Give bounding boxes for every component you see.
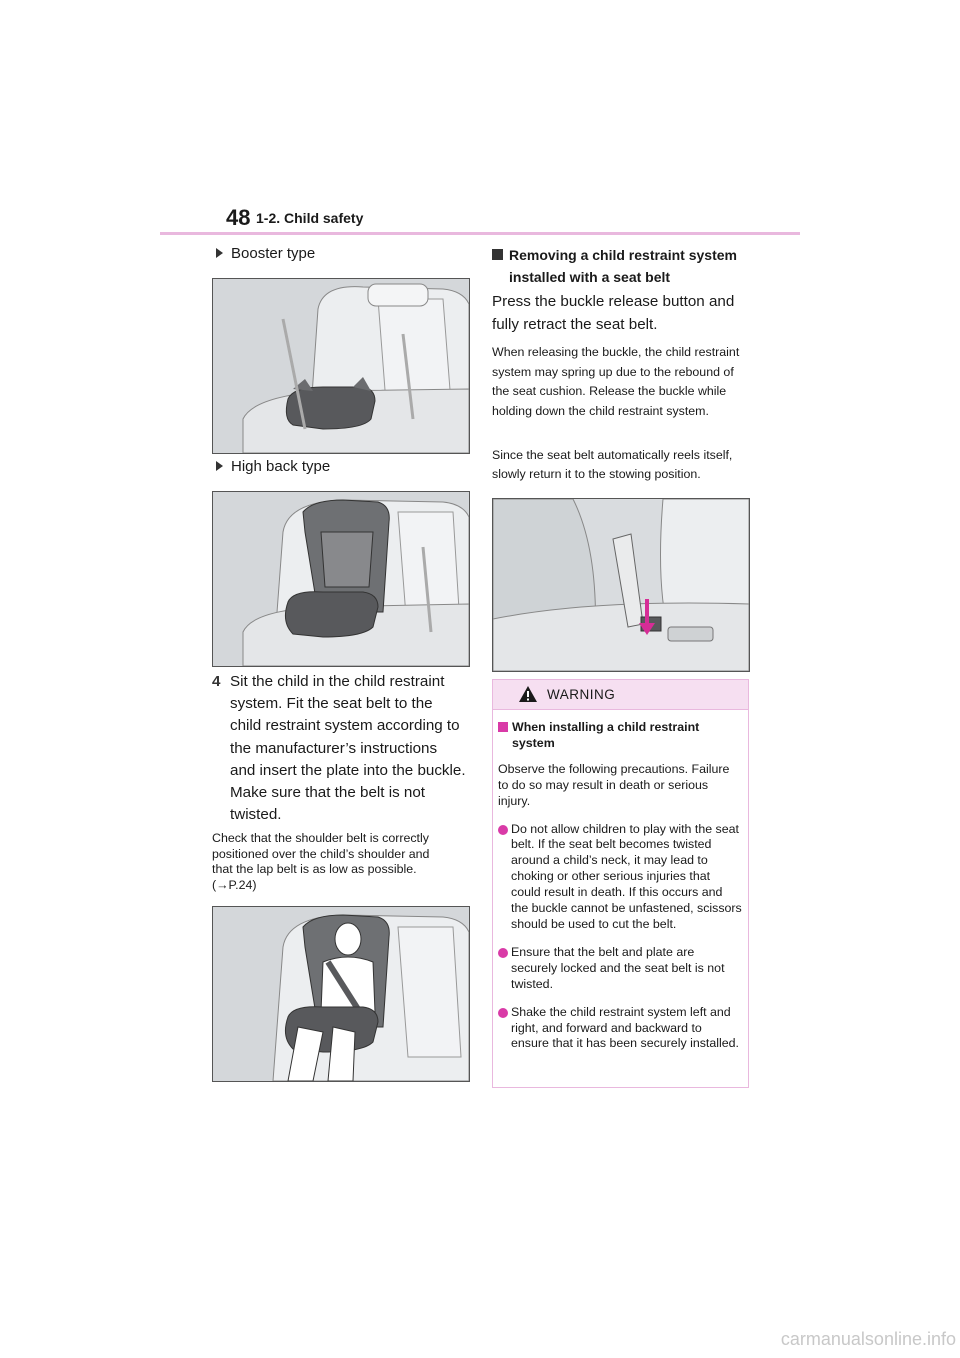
warning-bullet: Shake the child restraint system left and right, and forward and backward to ensure that it has been securely installed. — [498, 1005, 743, 1053]
removing-heading: Removing a child restraint system installed with a seat belt — [492, 244, 752, 288]
watermark-image — [730, 1323, 960, 1353]
warning-bullet: Do not allow children to play with the seat belt. If the seat belt becomes twisted around a child’s neck, it may lead to choking or other serious injuries that could result in death. If this occurs and the buckle cannot be unfastened, scissors should be used to cut the belt. — [498, 822, 743, 933]
warning-intro: Observe the following precautions. Failure to do so may result in death or serious injury. — [498, 761, 730, 808]
warning-header — [493, 680, 748, 710]
reel-note: Since the seat belt automatically reels itself, slowly return it to the stowing position. — [492, 448, 733, 481]
circle-bullet-icon — [498, 1008, 508, 1018]
booster-type-label: Booster type — [216, 245, 315, 262]
high-back-type-label: High back type — [216, 458, 330, 475]
buckle-release-illustration — [492, 498, 750, 672]
high-back-seat-illustration — [212, 491, 470, 667]
step-number: 4 — [212, 673, 221, 690]
warning-box — [492, 679, 749, 1088]
square-bullet-icon — [492, 249, 503, 260]
section-title: 1-2. Child safety — [256, 210, 364, 226]
triangle-bullet-icon — [216, 248, 223, 258]
child-in-seat-illustration — [212, 906, 470, 1082]
step-text: Sit the child in the child restraint system. Fit the seat belt to the child restraint system according to the manufacturer’s instructions and insert the plate into the buckle. Make sure that the belt is not twisted. — [230, 673, 466, 824]
warning-subheading: When installing a child restraint system — [498, 720, 743, 752]
shoulder-belt-note: Check that the shoulder belt is correctly positioned over the child’s shoulder and that the lap belt is as low as possible. (→P.24) — [212, 831, 468, 893]
warning-title: WARNING — [547, 687, 616, 702]
watermark-logo — [730, 1323, 960, 1358]
circle-bullet-icon — [498, 825, 508, 835]
header-rule — [160, 232, 800, 235]
removing-instruction: Press the buckle release button and fully retract the seat belt. — [492, 293, 735, 333]
step-4 — [212, 671, 466, 826]
booster-seat-illustration — [212, 278, 470, 454]
warning-triangle-icon — [518, 685, 538, 703]
warning-bullet: Ensure that the belt and plate are securely locked and the seat belt is not twisted. — [498, 945, 743, 993]
svg-text:carmanualsonline.info: carmanualsonline.info — [780, 1329, 956, 1349]
page-reference-link[interactable]: (→P.24) — [212, 877, 257, 892]
page-number: 48 — [226, 205, 251, 230]
square-bullet-icon — [498, 722, 508, 732]
triangle-bullet-icon — [216, 461, 223, 471]
buckle-release-note: When releasing the buckle, the child restraint system may spring up due to the rebound of the seat cushion. Release the buckle while holding down the child restraint system. — [492, 345, 740, 418]
circle-bullet-icon — [498, 948, 508, 958]
